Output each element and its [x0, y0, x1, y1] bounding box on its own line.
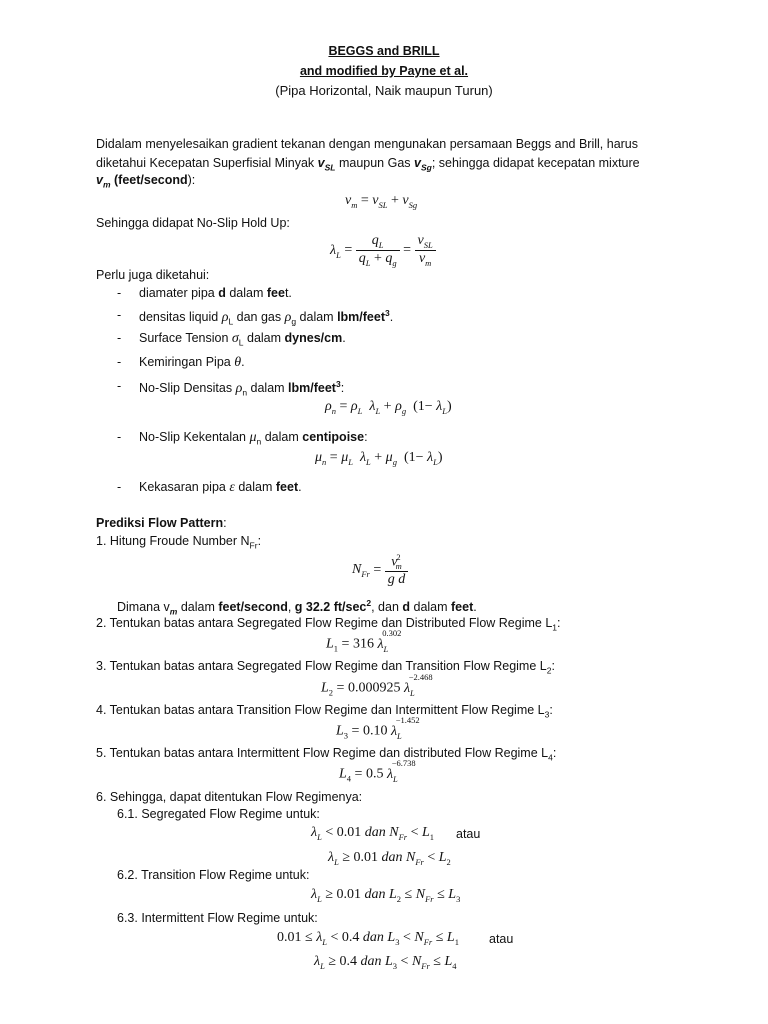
perlu-heading: Perlu juga diketahui:	[96, 268, 210, 282]
step-6-1: 6.1. Segregated Flow Regime untuk:	[117, 807, 320, 821]
equation-lambda-l: $\lambda_L$ = $\frac{q_L}{q_L + q_g}$ = $\frac{v_{SL}}{v_m}$	[330, 233, 436, 268]
equation-L2: $L_2 = 0.000925$ $\lambda_L^{-2.468}$	[321, 672, 433, 698]
atau-1: atau	[456, 827, 481, 841]
equation-mu-n: $\mu_n = \mu_L$ $\lambda_L + \mu_g$ $(1- \lambda_L)$	[315, 450, 443, 467]
step-6-3: 6.3. Intermittent Flow Regime untuk:	[117, 911, 318, 925]
list-item-kemiringan: Kemiringan Pipa θ.	[139, 355, 245, 370]
equation-L3: $L_3 = 0.10$ $\lambda_L^{-1.452}$	[336, 715, 420, 741]
equation-transition: $\lambda_L \ge 0.01$ dan $L_2 \le N_{Fr} \le L_3$	[311, 887, 461, 904]
step-6: 6. Sehingga, dapat ditentukan Flow Regimenya:	[96, 790, 363, 804]
atau-2: atau	[489, 932, 514, 946]
equation-intermittent-2: $\lambda_L \ge 0.4$ dan $L_3 < N_{Fr} \le L_4$	[314, 954, 457, 971]
equation-L4: $L_4 = 0.5$ $\lambda_L^{-6.738}$	[339, 758, 416, 784]
equation-nfr: $N_{Fr}$ = $\frac{v^2_m}{\text{g d}}$	[352, 552, 408, 588]
prediksi-heading: Prediksi Flow Pattern:	[96, 516, 227, 530]
step-5: 5. Tentukan batas antara Intermittent Flow Regime dan distributed Flow Regime $L_4$:	[96, 746, 557, 763]
list-item-surface-tension: Surface Tension $\sigma_L$ dalam dynes/cm.	[139, 331, 346, 348]
step-6-2: 6.2. Transition Flow Regime untuk:	[117, 868, 310, 882]
list-item-noslip-kekentalan: No-Slip Kekentalan $\mu_n$ dalam centipoise:	[139, 430, 368, 447]
equation-vm: $v_m = v_{SL} + v_{Sg}$	[345, 193, 418, 210]
equation-rho-n: $\rho_n = \rho_L$ $\lambda_L + \rho_g$ $(1- \lambda_L)$	[325, 399, 452, 416]
intro-line-2: diketahui Kecepatan Superfisial Minyak $v_{SL}$ maupun Gas $v_{Sg}$; sehingga didapat kecepatan mixture	[96, 156, 640, 173]
list-item-densitas: densitas liquid $\rho_L$ dan gas $\rho_g$ dalam lbm/feet$^3$.	[139, 308, 394, 327]
step-4: 4. Tentukan batas antara Transition Flow Regime dan Intermittent Flow Regime $L_3$:	[96, 703, 553, 720]
equation-L1: $L_1 = 316$ $\lambda_L^{0.302}$	[326, 628, 402, 654]
list-item-noslip-densitas: No-Slip Densitas $\rho_n$ dalam lbm/feet$^3$:	[139, 379, 345, 398]
equation-segregated-2: $\lambda_L \ge 0.01$ dan $N_{Fr} < L_2$	[328, 850, 451, 867]
title-line-2: and modified by Payne et al.	[299, 64, 469, 78]
intro-line-3: $v_m$ (feet/second):	[96, 173, 196, 190]
title-line-1: BEGGS and BRILL	[328, 44, 440, 58]
step-2: 2. Tentukan batas antara Segregated Flow Regime dan Distributed Flow Regime $L_1$:	[96, 616, 561, 633]
step-3: 3. Tentukan batas antara Segregated Flow Regime dan Transition Flow Regime $L_2$:	[96, 659, 555, 676]
document-page: BEGGS and BRILL and modified by Payne et al. (Pipa Horizontal, Naik maupun Turun) Didalam menyelesaikan gradient tekanan dengan mengunakan persamaan Beggs and Brill, harus diketahui Kecepatan Superfisial Minyak $v_{SL}$ maupun Gas $v_{Sg}$; sehingga didapat kecepatan mixture $v_m$ (feet/second): $v_m = v_{SL} + v_{Sg}$ Sehingga didapat No-Slip Hold Up: $\lambda_L$ = $\frac{q_L}{q_L + q_g}$ = $\frac{v_{SL}}{v_m}$ Perlu juga diketahui: - diamater pipa d dalam feet. - densitas liquid $\rho_L$ dan gas $\rho_g$ dalam lbm/feet$^3$. - Surface Tension $\sigma_L$ dalam dynes/cm. - Kemiringan Pipa θ. - No-Slip Densitas $\rho_n$ dalam lbm/feet$^3$: $\rho_n = \rho_L$ $\lambda_L + \rho_g$ $(1- \lambda_L)$ - No-Slip Kekentalan $\mu_n$ dalam centipoise: $\mu_n = \mu_L$ $\lambda_L + \mu_g$ $(1- \lambda_L)$ - Kekasaran pipa ε dalam feet. Prediksi Flow Pattern: 1. Hitung Froude Number $N_{Fr}$: $N_{Fr}$ = $\frac{v^2_m}{\text{g d}}$ Dimana $v_m$ dalam feet/second, g 32.2 $ft/\sec^2$, dan d dalam feet. 2. Tentukan batas antara Segregated Flow Regime dan Distributed Flow Regime $L_1$: $L_1 = 316$ $\lambda_L^{0.302}$ 3. Tentukan batas antara Segregated Flow Regime dan Transition Flow Regime $L_2$: $L_2 = 0.000925$ $\lambda_L^{-2.468}$ 4. Tentukan batas antara Transition Flow Regime dan Intermittent Flow Regime $L_3$: $L_3 = 0.10$ $\lambda_L^{-1.452}$ 5. Tentukan batas antara Intermittent Flow Regime dan distributed Flow Regime $L_4$: $L_4 = 0.5$ $\lambda_L^{-6.738}$ 6. Sehingga, dapat ditentukan Flow Regimenya: 6.1. Segregated Flow Regime untuk: $\lambda_L < 0.01$ dan $N_{Fr} < L_1$ atau $\lambda_L \ge 0.01$ dan $N_{Fr} < L_2$ 6.2. Transition Flow Regime untuk: $\lambda_L \ge 0.01$ dan $L_2 \le N_{Fr} \le L_3$ 6.3. Intermittent Flow Regime untuk: $0.01 \le \lambda_L < 0.4$ dan $L_3 < N_{Fr} \le L_1$ atau $\lambda_L \ge 0.4$ dan $L_3 < N_{Fr} \le L_4$	[0, 0, 768, 1024]
equation-segregated-1: $\lambda_L < 0.01$ dan $N_{Fr} < L_1$	[311, 825, 435, 842]
list-item-diameter: diamater pipa d dalam feet.	[139, 286, 292, 300]
title-line-3: (Pipa Horizontal, Naik maupun Turun)	[275, 83, 493, 98]
equation-intermittent-1: $0.01 \le \lambda_L < 0.4$ dan $L_3 < N_{Fr} \le L_1$	[277, 930, 459, 947]
intro-line-1: Didalam menyelesaikan gradient tekanan dengan mengunakan persamaan Beggs and Brill, harus	[96, 137, 639, 151]
dimana-text: Dimana $v_m$ dalam feet/second, g 32.2 $ft/\sec^2$, dan d dalam feet.	[117, 598, 477, 617]
step-1: 1. Hitung Froude Number $N_{Fr}$:	[96, 534, 262, 551]
list-item-kekasaran: Kekasaran pipa ε dalam feet.	[139, 480, 302, 495]
noslip-holdup-text: Sehingga didapat No-Slip Hold Up:	[96, 216, 290, 230]
